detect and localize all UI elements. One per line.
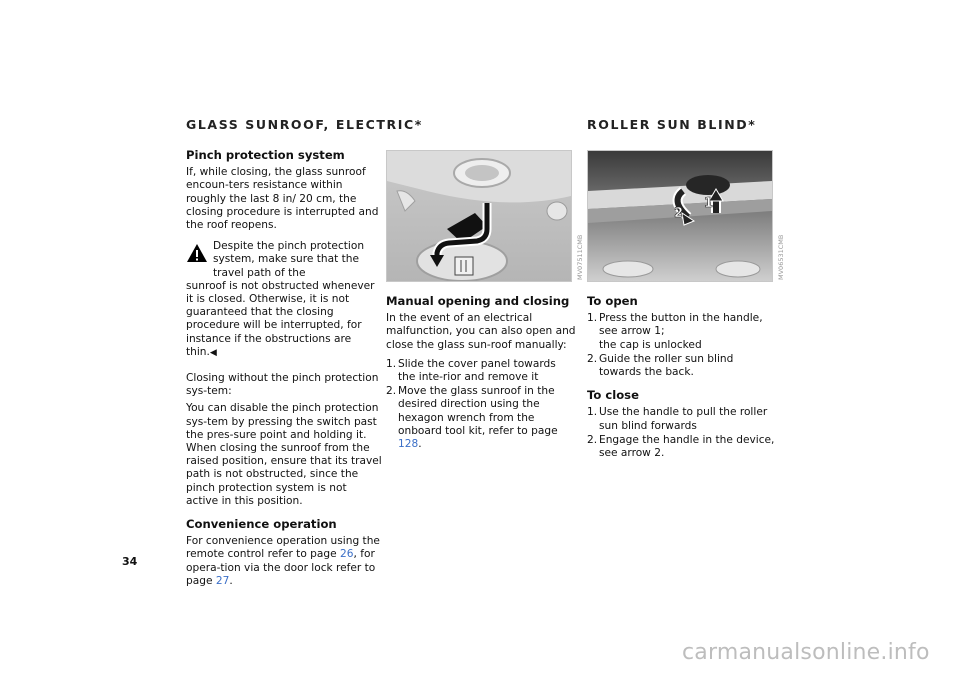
convenience-text-part: , for opera-tion via the door lock refer to page bbox=[186, 548, 376, 587]
list-item bbox=[386, 385, 576, 451]
sun-blind-photo bbox=[587, 150, 773, 282]
manual-opening-text: In the event of an electrical malfunction, you can also open and close the glass sun-roof manually: bbox=[386, 312, 576, 351]
column-glass-sunroof bbox=[186, 149, 382, 592]
arrow-label-1: 1 bbox=[704, 196, 714, 211]
closing-without-text: Closing without the pinch protection sys-tem: bbox=[186, 372, 379, 398]
sun-blind-illustration bbox=[588, 151, 772, 281]
step-text: Engage the handle in the device, see arrow 2. bbox=[599, 433, 775, 460]
step-number: 2. bbox=[587, 433, 598, 446]
step-text: Use the handle to pull the roller sun blind forwards bbox=[599, 406, 768, 432]
step-end: . bbox=[418, 438, 422, 451]
sunroof-manual-photo bbox=[386, 150, 572, 282]
convenience-text-part: For convenience operation using the remote control refer to page bbox=[186, 535, 380, 561]
convenience-operation-text bbox=[186, 535, 382, 588]
warning-note bbox=[186, 240, 382, 360]
step-number: 2. bbox=[386, 385, 397, 398]
convenience-text-part: . bbox=[229, 574, 233, 587]
warning-triangle-icon bbox=[186, 243, 208, 263]
warning-text-first: Despite the pinch protection system, make sure that the travel path of the bbox=[213, 240, 365, 279]
list-item bbox=[587, 353, 777, 379]
step-number: 2. bbox=[587, 352, 598, 365]
section-title-roller-sun-blind: ROLLER SUN BLIND* bbox=[587, 117, 757, 132]
step-text: Move the glass sunroof in the desired direction using the hexagon wrench from the onboard tool kit, refer to page bbox=[398, 385, 558, 437]
step-text: Press the button in the handle, see arrow 1; the cap is unlocked bbox=[599, 312, 763, 351]
column-manual-opening bbox=[386, 295, 576, 452]
step-number: 1. bbox=[587, 312, 598, 325]
watermark: carmanualsonline.info bbox=[682, 640, 930, 665]
page-link-128[interactable]: 128 bbox=[398, 438, 419, 451]
to-open-title: To open bbox=[587, 294, 638, 308]
list-item bbox=[386, 358, 576, 384]
sunroof-handle-illustration bbox=[387, 151, 571, 281]
manual-steps-list bbox=[386, 358, 576, 451]
close-steps-list bbox=[587, 406, 777, 460]
photo-code-right: MV06531CMB bbox=[777, 234, 785, 280]
to-close-title: To close bbox=[587, 388, 639, 403]
pinch-protection-text: If, while closing, the glass sunroof encoun-ters resistance within roughly the last 8 in/ 20 cm, the closing procedure is interrupted and the roof reopens. bbox=[186, 166, 379, 232]
column-roller-sun-blind bbox=[587, 295, 777, 461]
photo-code-left: MV07511CMB bbox=[576, 234, 584, 280]
step-number: 1. bbox=[587, 406, 598, 419]
manual-opening-title: Manual opening and closing bbox=[386, 294, 570, 308]
arrow-label-2: 2 bbox=[674, 206, 684, 221]
step-text: Guide the roller sun blind towards the back. bbox=[599, 352, 734, 379]
page-number: 34 bbox=[122, 555, 138, 568]
step-text: Slide the cover panel towards the inte-rior and remove it bbox=[398, 357, 556, 384]
page-link-26[interactable]: 26 bbox=[340, 548, 354, 561]
end-mark-icon: ◀ bbox=[209, 347, 217, 358]
step-number: 1. bbox=[386, 357, 397, 370]
warning-text-rest: sunroof is not obstructed whenever it is closed. Otherwise, it is not guaranteed that the closing procedure will be interrupted, for instance if the obstructions are thin. bbox=[186, 279, 375, 358]
list-item bbox=[587, 406, 777, 432]
convenience-operation-title: Convenience operation bbox=[186, 517, 337, 532]
list-item bbox=[587, 434, 777, 460]
section-title-glass-sunroof: GLASS SUNROOF, ELECTRIC* bbox=[186, 117, 423, 132]
pinch-protection-title: Pinch protection system bbox=[186, 148, 345, 162]
disable-protection-text: You can disable the pinch protection sys-tem by pressing the switch past the pres-sure point and holding it. When closing the sunroof from the raised position, ensure that its travel path is not obstructed, since the pinch protection system is not active in this position. bbox=[186, 402, 382, 507]
list-item bbox=[587, 312, 777, 352]
open-steps-list bbox=[587, 312, 777, 379]
page-link-27[interactable]: 27 bbox=[215, 574, 230, 587]
